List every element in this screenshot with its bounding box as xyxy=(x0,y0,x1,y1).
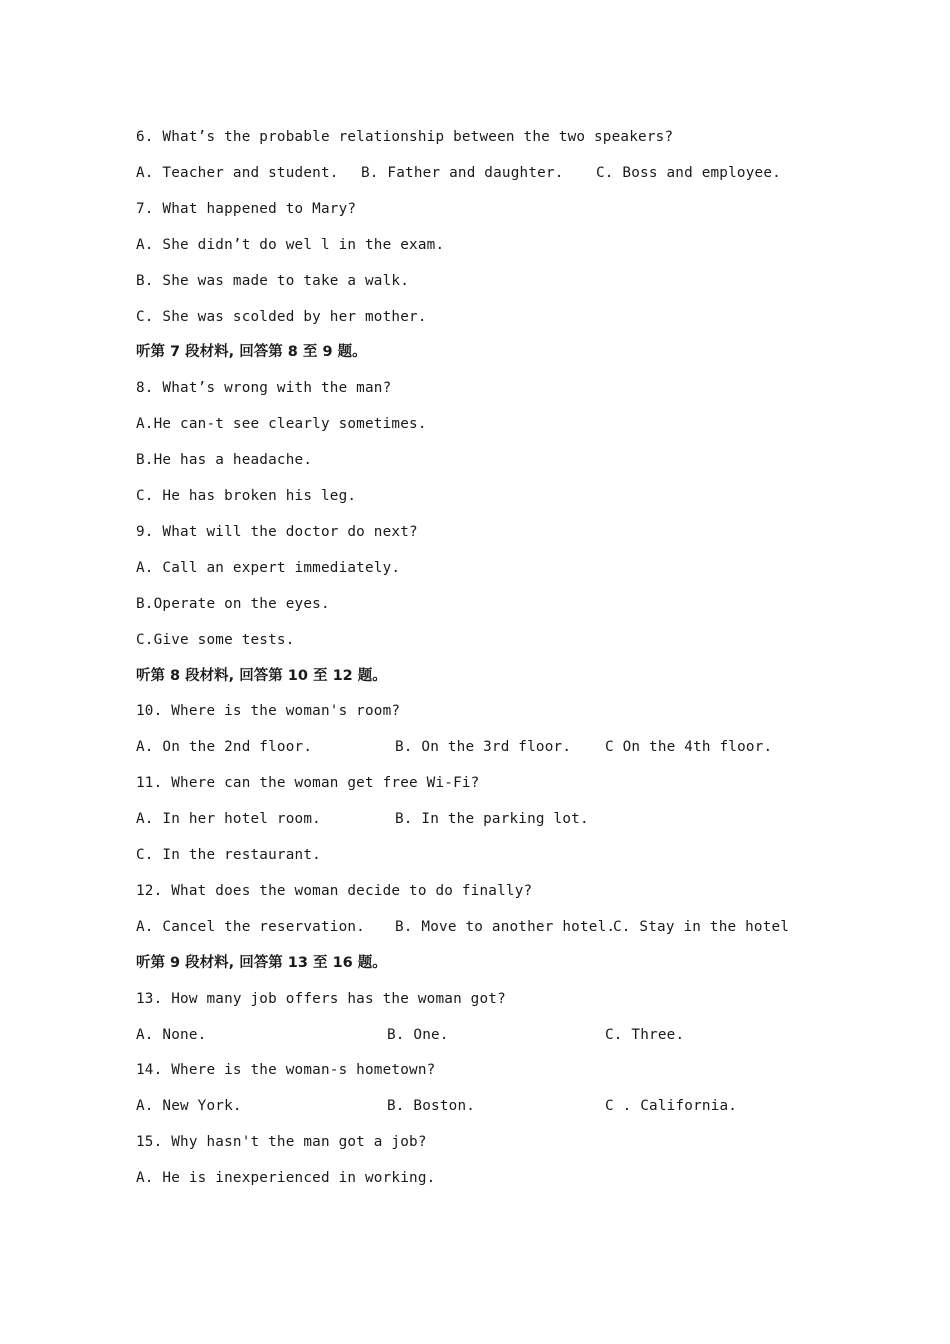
question-line: 6. What’s the probable relationship between the two speakers? xyxy=(136,129,674,145)
answer-option: A. In her hotel room. xyxy=(136,811,321,827)
question-line: C. He has broken his leg. xyxy=(136,488,357,504)
question-line: A. She didn’t do wel l in the exam. xyxy=(136,237,445,253)
question-line: 15. Why hasn't the man got a job? xyxy=(136,1134,427,1150)
answer-option: B. Move to another hotel. xyxy=(395,919,616,935)
question-line: B.Operate on the eyes. xyxy=(136,596,330,612)
question-line: 9. What will the doctor do next? xyxy=(136,524,418,540)
question-line: C.Give some tests. xyxy=(136,632,295,648)
section-heading: 听第 8 段材料, 回答第 10 至 12 题。 xyxy=(136,668,387,684)
question-line: B.He has a headache. xyxy=(136,452,313,468)
answer-option: A. None. xyxy=(136,1027,207,1043)
section-heading: 听第 9 段材料, 回答第 13 至 16 题。 xyxy=(136,955,387,971)
question-line: A.He can-t see clearly sometimes. xyxy=(136,416,427,432)
question-line: 7. What happened to Mary? xyxy=(136,201,357,217)
answer-option: C On the 4th floor. xyxy=(605,739,773,755)
answer-option: B. In the parking lot. xyxy=(395,811,589,827)
question-line: 10. Where is the woman's room? xyxy=(136,703,401,719)
answer-option: C. Three. xyxy=(605,1027,685,1043)
question-line: 14. Where is the woman-s hometown? xyxy=(136,1062,436,1078)
question-line: C. In the restaurant. xyxy=(136,847,321,863)
question-line: 11. Where can the woman get free Wi-Fi? xyxy=(136,775,480,791)
question-line: 8. What’s wrong with the man? xyxy=(136,380,392,396)
answer-option: A. Cancel the reservation. xyxy=(136,919,365,935)
question-line: A. He is inexperienced in working. xyxy=(136,1170,436,1186)
question-line: 13. How many job offers has the woman got? xyxy=(136,991,506,1007)
question-line: 12. What does the woman decide to do finally? xyxy=(136,883,533,899)
question-line: A. Call an expert immediately. xyxy=(136,560,401,576)
answer-option: C . California. xyxy=(605,1098,738,1114)
answer-option: B. Father and daughter. xyxy=(361,165,564,181)
question-line: B. She was made to take a walk. xyxy=(136,273,410,289)
answer-option: B. On the 3rd floor. xyxy=(395,739,572,755)
answer-option: A. New York. xyxy=(136,1098,242,1114)
answer-option: B. One. xyxy=(387,1027,449,1043)
answer-option: C. Boss and employee. xyxy=(596,165,781,181)
answer-option: A. Teacher and student. xyxy=(136,165,339,181)
answer-option: B. Boston. xyxy=(387,1098,476,1114)
answer-option: C. Stay in the hotel xyxy=(613,919,790,935)
section-heading: 听第 7 段材料, 回答第 8 至 9 题。 xyxy=(136,344,367,360)
question-line: C. She was scolded by her mother. xyxy=(136,309,427,325)
answer-option: A. On the 2nd floor. xyxy=(136,739,313,755)
